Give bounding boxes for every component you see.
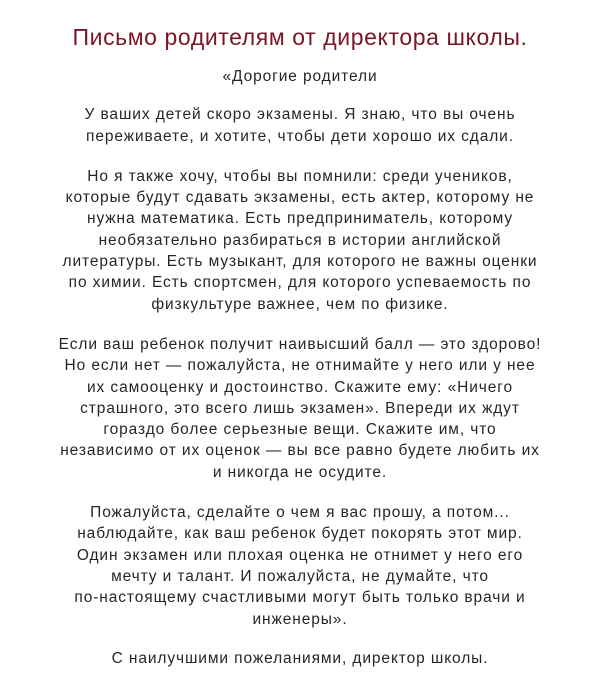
text-line: Один экзамен или плохая оценка не отнимет у него его [76,546,524,564]
text-line: Но я также хочу, чтобы вы помнили: среди учеников, [87,167,513,185]
paragraph-students-talents [10,166,590,315]
paragraph-closing-request [10,502,590,630]
text-line: мечту и талант. И пожалуйста, не думайте, что [111,567,489,585]
paragraph-self-esteem [10,334,590,483]
text-line: наблюдайте, как ваш ребенок будет покорять этот мир. [77,525,523,543]
letter-greeting: «Дорогие родители [222,68,378,85]
text-line: Если ваш ребенок получит наивысший балл — это здорово! [58,335,542,353]
text-line: литературы. Есть музыкант, для которого не важны оценки [62,253,538,271]
text-line: независимо от их оценок — вы все равно будете любить их [60,442,540,460]
letter-title: Письмо родителям от директора школы. [72,24,528,50]
text-line: переживаете, и хотите, чтобы дети хорошо их сдали. [86,127,514,145]
text-line: инженеры». [252,610,348,628]
paragraph-exams-intro [10,104,590,147]
text-line: страшного, это всего лишь экзамен». Впереди их ждут [80,399,520,417]
text-line: нужна математика. Есть предприниматель, которому [87,210,513,228]
text-line: гораздо более серьезные вещи. Скажите им, что [103,421,497,439]
text-line: необязательно разбираться в истории английской [98,231,502,249]
text-line: У ваших детей скоро экзамены. Я знаю, что вы очень [84,106,516,124]
text-line: Но если нет — пожалуйста, не отнимайте у него или у нее [64,357,536,375]
text-line: которые будут сдавать экзамены, есть актер, которому не [65,189,535,207]
text-line: физкультуре важнее, чем по физике. [151,295,449,313]
text-line: Пожалуйста, сделайте о чем я вас прошу, а потом... [90,504,510,522]
text-line: по-настоящему счастливыми могут быть только врачи и [74,589,526,607]
text-line: их самооценку и достоинство. Скажите ему: «Ничего [87,378,513,396]
text-line: и никогда не осудите. [212,463,388,481]
letter-signature: С наилучшими пожеланиями, директор школы. [111,649,489,667]
text-line: по химии. Есть спортсмен, для которого успеваемость по [68,274,532,292]
